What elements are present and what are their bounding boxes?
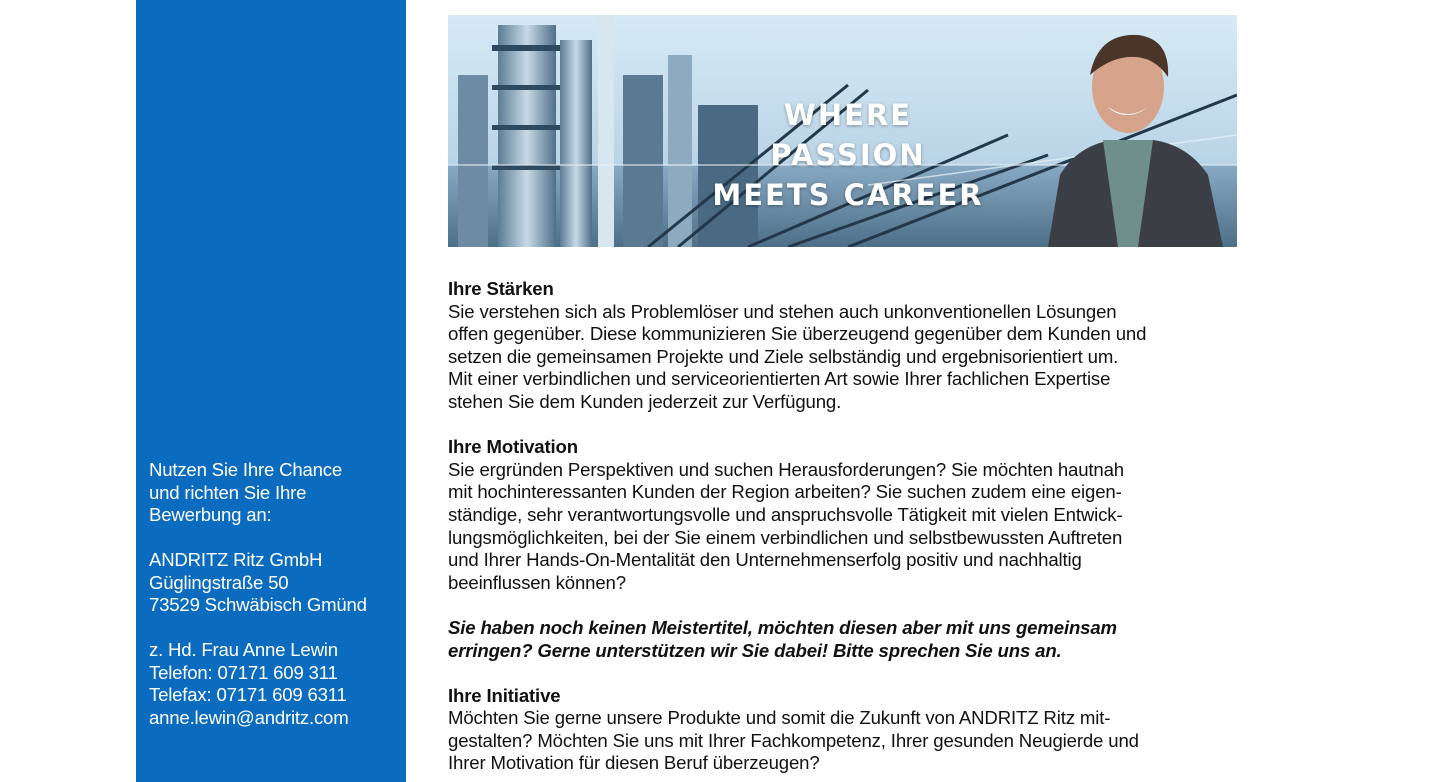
contact-line: Nutzen Sie Ihre Chance [149,459,343,480]
paragraph-line: beeinflussen können? [448,571,626,593]
section-heading-initiative: Ihre Initiative [448,684,561,706]
paragraph-line: Mit einer verbindlichen und serviceorientierten Art sowie Ihrer fachlichen Expertise [448,368,1111,390]
hero-banner [448,15,1237,247]
contact-line: Bewerbung an: [149,504,272,525]
city-address: 73529 Schwäbisch Gmünd [149,594,367,615]
section-spacer [448,414,1238,437]
contact-line: und richten Sie Ihre [149,481,307,503]
paragraph-line: ständige, sehr verantwortungsvolle und anspruchsvolle Tätigkeit mit vielen Entwick- [448,503,1123,525]
contact-block [149,459,399,729]
callout-line: Sie haben noch keinen Meistertitel, möchten diesen aber mit uns gemeinsam [448,616,1117,638]
phone-number[interactable]: Telefon: 07171 609 311 [149,661,338,683]
section-spacer [448,594,1238,617]
banner-headline-line: MEETS CAREER [712,178,984,212]
company-name: ANDRITZ Ritz GmbH [149,549,323,570]
section-spacer [448,662,1238,685]
sidebar-panel [136,0,406,782]
banner-headline-line: WHERE PASSION [770,98,926,172]
paragraph-line: offen gegenüber. Diese kommunizieren Sie überzeugend gegenüber dem Kunden und [448,323,1147,345]
banner-headline [703,95,993,215]
paragraph-line: Sie ergründen Perspektiven und suchen Herausforderungen? Sie möchten hautnah [448,458,1124,480]
callout-line: erringen? Gerne unterstützen wir Sie dabei! Bitte sprechen Sie uns an. [448,639,1062,661]
contact-person: z. Hd. Frau Anne Lewin [149,639,338,660]
fax-number: Telefax: 07171 609 6311 [149,684,347,705]
section-heading-staerken: Ihre Stärken [448,278,554,299]
paragraph-line: lungsmöglichkeiten, bei der Sie einem verbindlichen und selbstbewussten Auftreten [448,526,1123,548]
paragraph-line: gestalten? Möchten Sie uns mit Ihrer Fachkompetenz, Ihrer gesunden Neugierde und [448,729,1139,751]
contact-gap [149,527,399,550]
paragraph-line: mit hochinteressanten Kunden der Region arbeiten? Sie suchen zudem eine eigen- [448,481,1122,503]
paragraph-line: stehen Sie dem Kunden jederzeit zur Verfügung. [448,390,842,412]
paragraph-line: setzen die gemeinsamen Projekte und Ziele selbständig und ergebnisorientiert um. [448,345,1119,367]
paragraph-line: Möchten Sie gerne unsere Produkte und somit die Zukunft von ANDRITZ Ritz mit- [448,707,1111,729]
street-address: Güglingstraße 50 [149,571,289,593]
paragraph-line: und Ihrer Hands-On-Mentalität den Unternehmenserfolg positiv und nachhaltig [448,549,1082,571]
paragraph-line: Ihrer Motivation für diesen Beruf überzeugen? [448,752,820,774]
contact-gap [149,617,399,640]
email-link[interactable]: anne.lewin@andritz.com [149,706,349,728]
paragraph-line: Sie verstehen sich als Problemlöser und stehen auch unkonventionellen Lösungen [448,300,1117,322]
section-heading-motivation: Ihre Motivation [448,436,578,458]
job-description [448,278,1238,775]
